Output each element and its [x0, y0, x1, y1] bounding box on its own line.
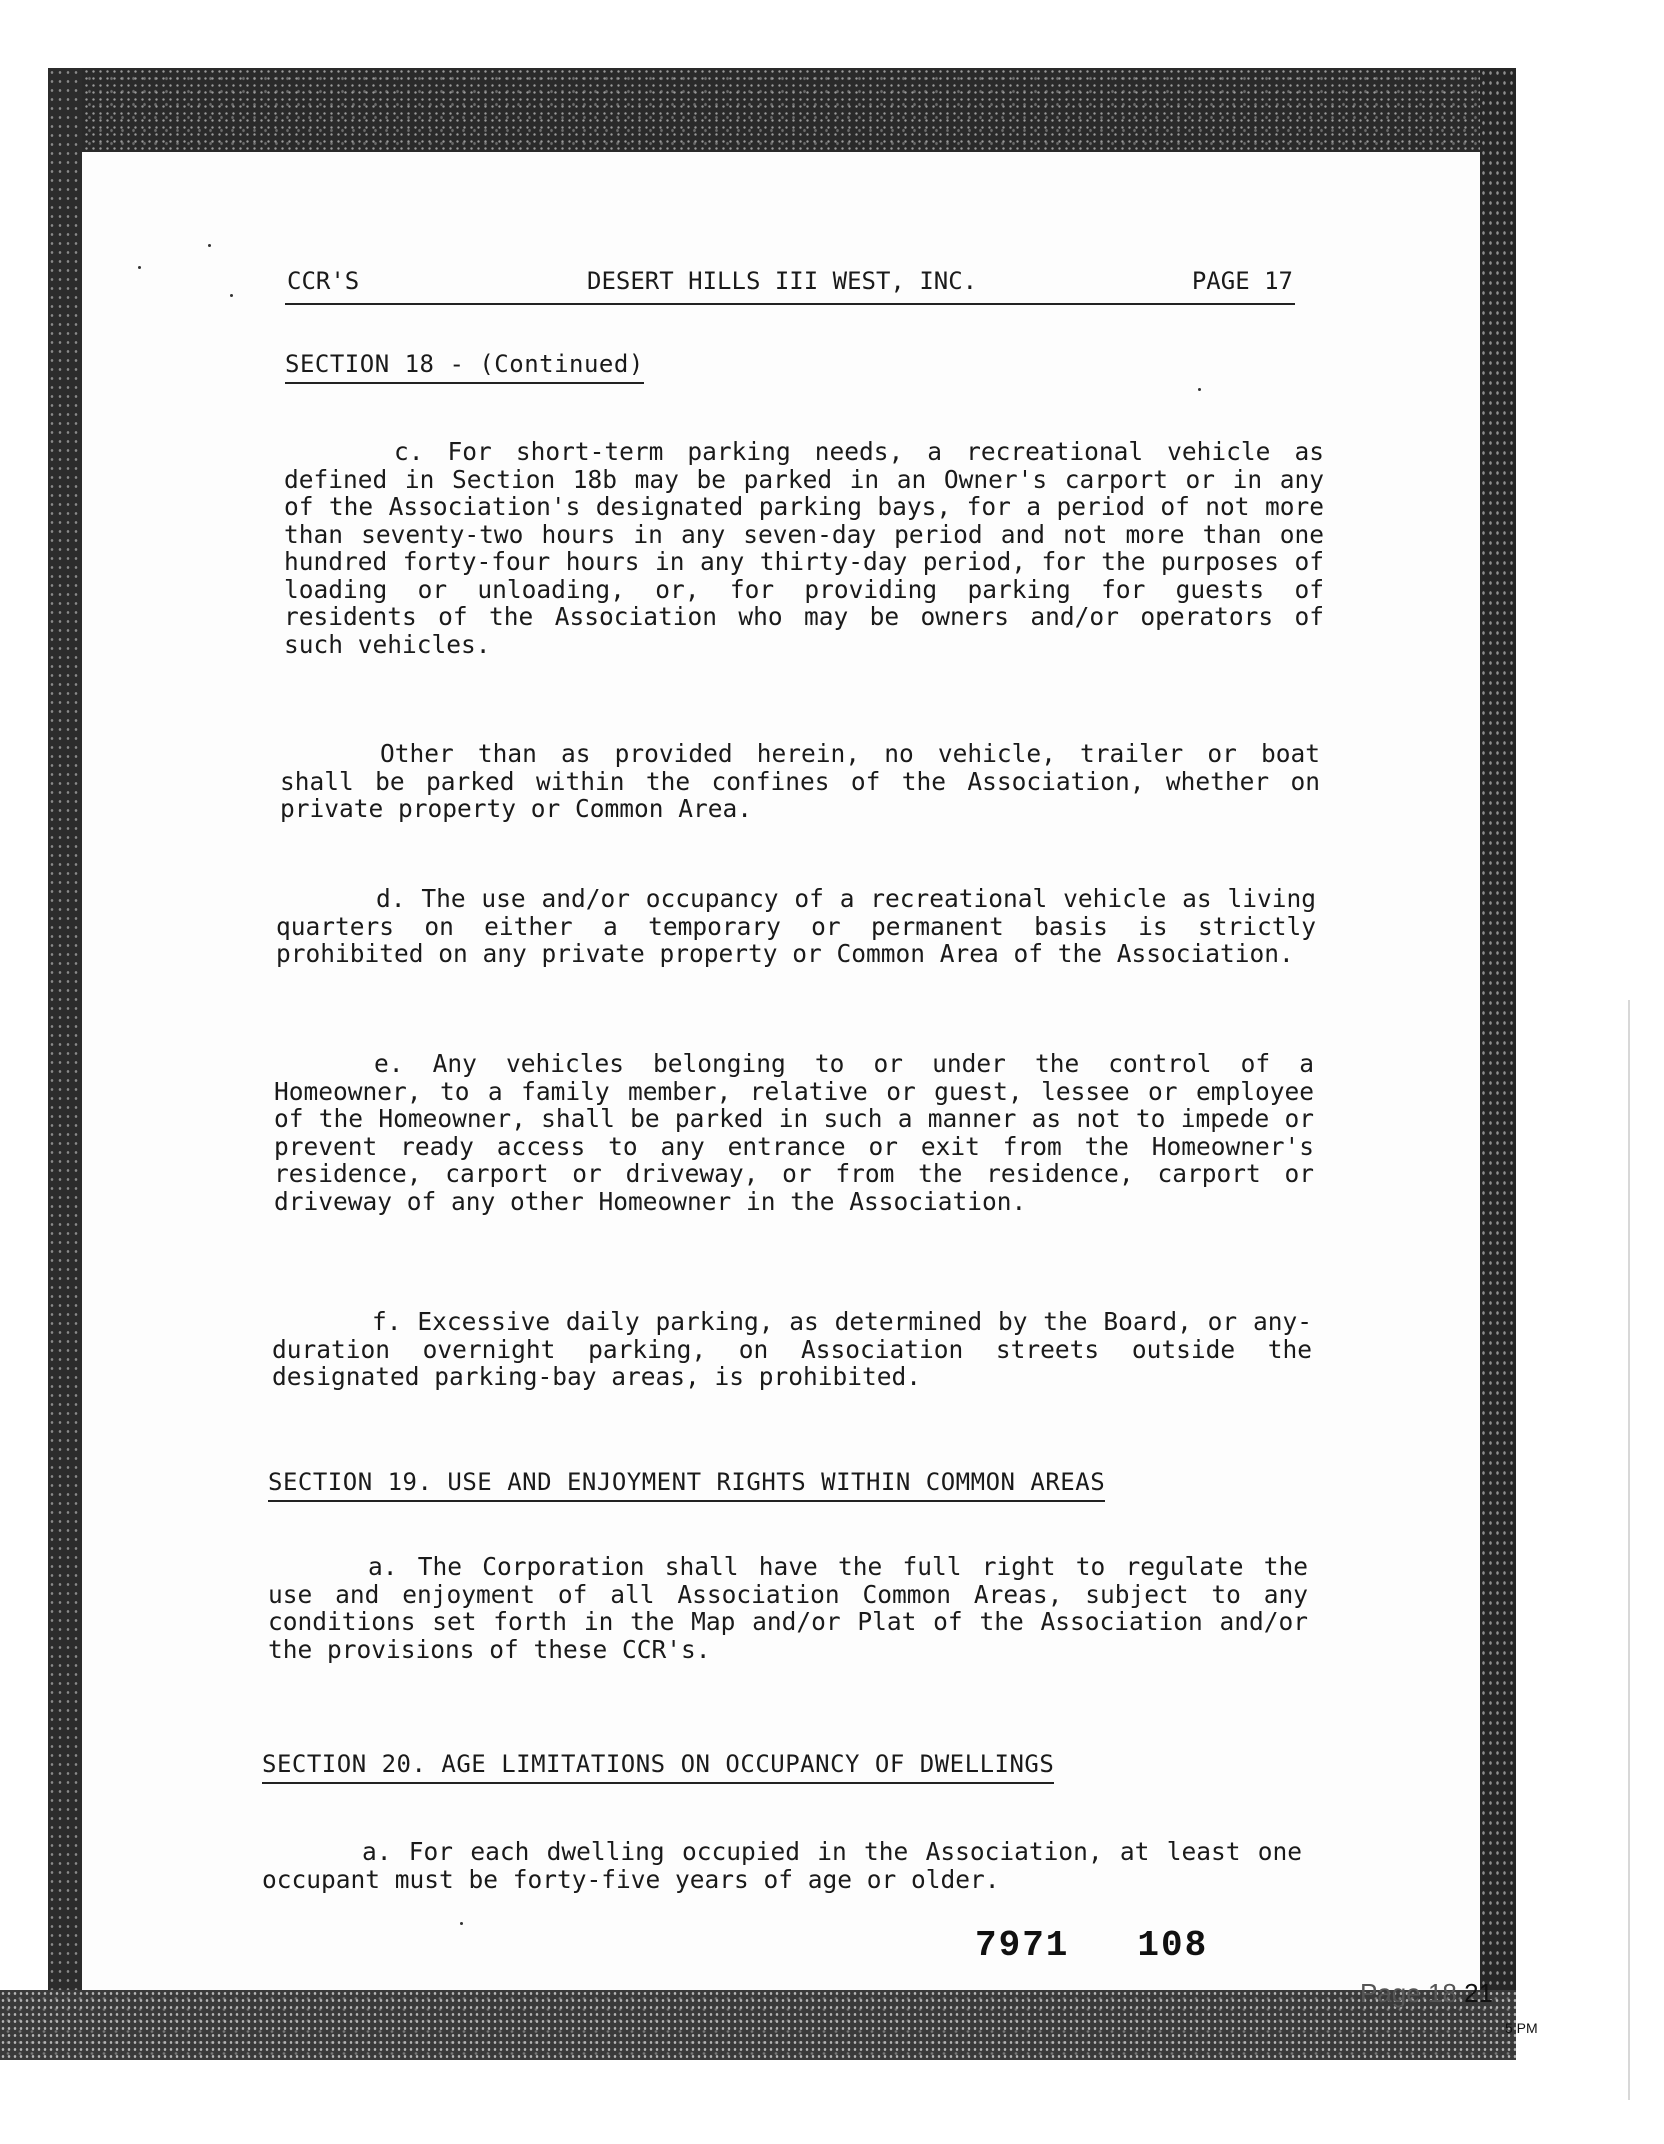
scan-border-bottom	[0, 1990, 1516, 2060]
page-header	[285, 263, 1295, 305]
recording-page-number: 108	[1137, 1925, 1209, 1966]
scan-speck	[208, 244, 211, 247]
scan-border-top	[48, 68, 1516, 152]
paragraph-20a: a. For each dwelling occupied in the Association, at least one occupant must be forty-five years of age or older.	[262, 1837, 1302, 1894]
scan-speck	[230, 294, 233, 297]
page-edge-line	[1628, 1000, 1630, 2100]
page-reference-total: 21	[1464, 1978, 1494, 2008]
paragraph-18d: d. The use and/or occupancy of a recreational vehicle as living quarters on either a temporary or permanent basis is strictly prohibited on any private property or Common Area of the Association.	[276, 884, 1316, 968]
page-reference-label: Page 18	[1360, 1978, 1457, 2008]
header-page-number: PAGE 17	[1191, 267, 1293, 295]
recording-stamp	[975, 1925, 1208, 1966]
section-18-heading: SECTION 18 - (Continued)	[285, 350, 644, 384]
paragraph-18-other: Other than as provided herein, no vehicle, trailer or boat shall be parked within the confines of the Association, whether on private property or Common Area.	[280, 739, 1320, 823]
print-time-fragment: 5 PM	[1505, 2020, 1538, 2036]
paragraph-18c: c. For short-term parking needs, a recreational vehicle as defined in Section 18b may be parked in an Owner's carport or in any of the Association's designated parking bays, for a period of not more than seventy-two hours in any seven-day period and not more than one hundred forty-four hours in any thirty-day period, for the purposes of loading or unloading, or, for providing parking for guests of residents of the Association who may be owners and/or operators of such vehicles.	[284, 437, 1324, 659]
header-left: CCR'S	[287, 267, 360, 295]
section-19-heading: SECTION 19. USE AND ENJOYMENT RIGHTS WITHIN COMMON AREAS	[268, 1468, 1105, 1502]
scan-border-right	[1480, 68, 1516, 2018]
paragraph-19a: a. The Corporation shall have the full right to regulate the use and enjoyment of all Association Common Areas, subject to any conditions set forth in the Map and/or Plat of the Association and/or the provisions of these CCR's.	[268, 1552, 1308, 1664]
recording-book-number: 7971	[975, 1925, 1070, 1966]
header-title: DESERT HILLS III WEST, INC.	[587, 267, 978, 295]
scan-speck	[460, 1922, 463, 1925]
scan-border-left	[48, 68, 82, 1998]
scan-speck	[138, 266, 141, 269]
page-reference	[1360, 1978, 1493, 2009]
paragraph-18e: e. Any vehicles belonging to or under the control of a Homeowner, to a family member, relative or guest, lessee or employee of the Homeowner, shall be parked in such a manner as not to impede or prevent ready access to any entrance or exit from the Homeowner's residence, carport or driveway, or from the residence, carport or driveway of any other Homeowner in the Association.	[274, 1049, 1314, 1216]
paragraph-18f: f. Excessive daily parking, as determined by the Board, or any-duration overnight parking, on Association streets outside the designated parking-bay areas, is prohibited.	[272, 1307, 1312, 1391]
scan-speck	[1198, 388, 1201, 391]
section-20-heading: SECTION 20. AGE LIMITATIONS ON OCCUPANCY OF DWELLINGS	[262, 1750, 1054, 1784]
